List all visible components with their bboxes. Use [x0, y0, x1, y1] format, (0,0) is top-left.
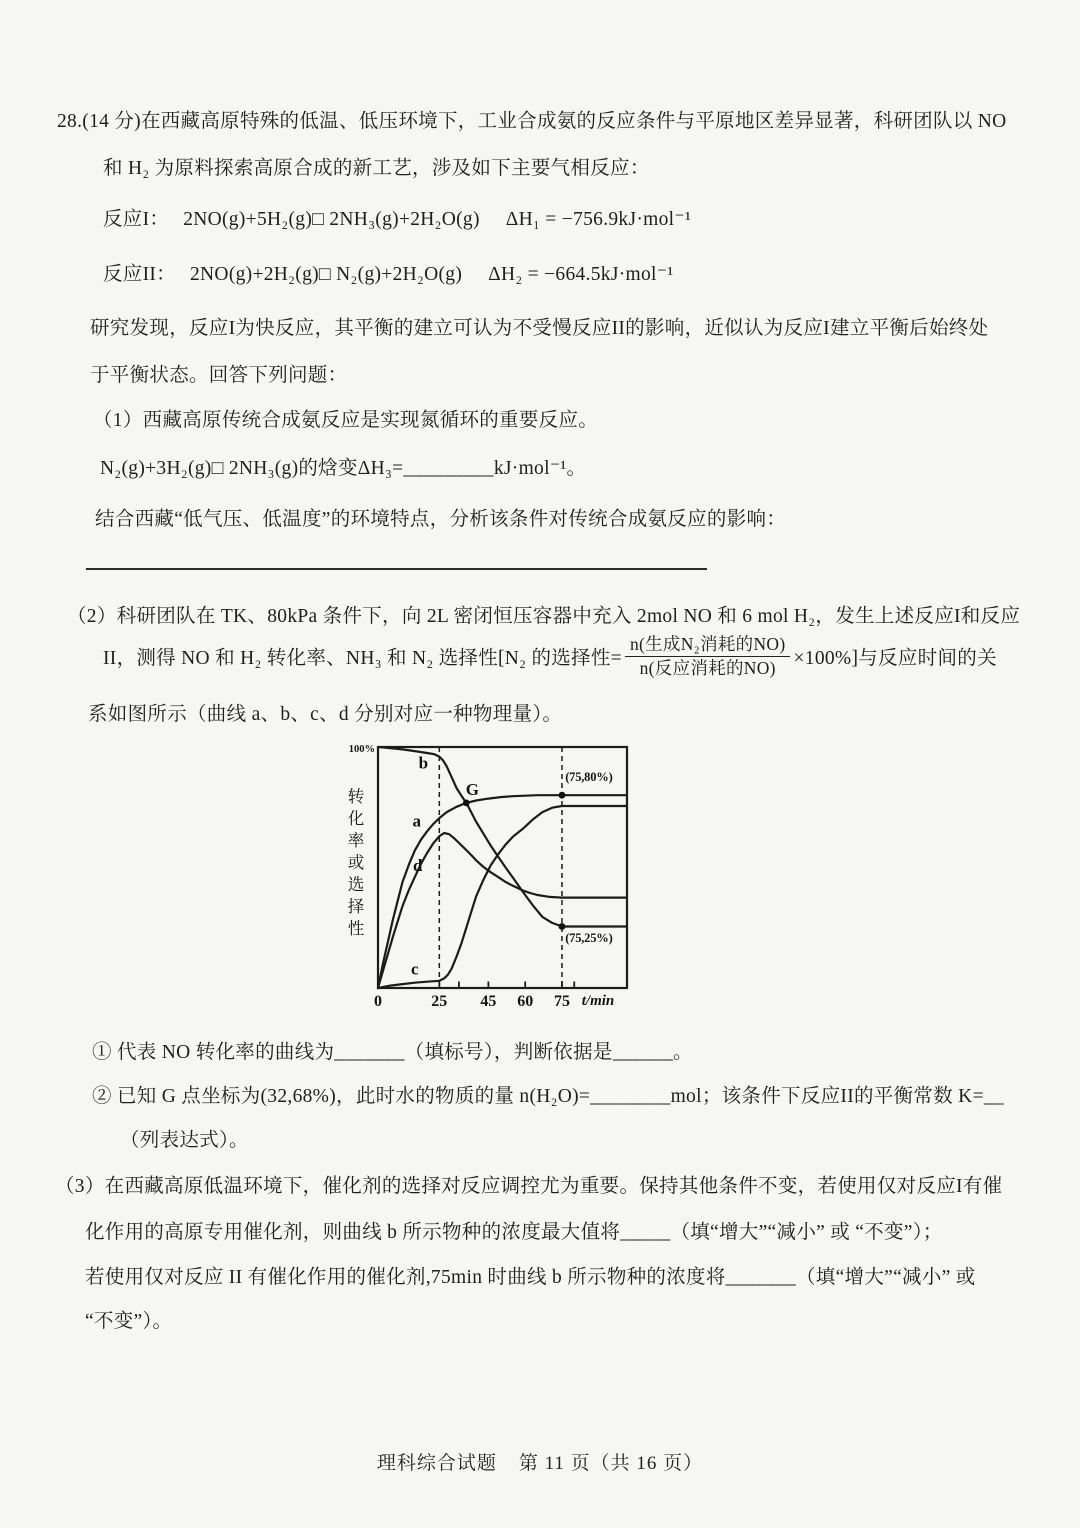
- annotation-0: (75,80%): [565, 770, 613, 785]
- q28-intro-line2: 和 H₂ 为原料探索高原合成的新工艺，涉及如下主要气相反应：: [103, 158, 650, 179]
- annotation-1: (75,25%): [565, 931, 613, 946]
- part2-line2-with-fraction: [103, 622, 997, 690]
- note-line2: 于平衡状态。回答下列问题：: [90, 365, 348, 386]
- footer-page-number: 第 11 页（共 16 页）: [518, 1453, 704, 1474]
- fraction-numerator: n(生成N₂消耗的NO): [629, 633, 786, 654]
- reaction-2-line: [103, 258, 674, 286]
- part2-sub2: ② 已知 G 点坐标为(32,68%)，此时水的物质的量 n(H₂O)=________mol；该条件下反应II的平衡常数 K=__: [92, 1086, 1004, 1107]
- note-line1: 研究发现，反应I为快反应，其平衡的建立可认为不受慢反应II的影响，近似认为反应I建立平衡后始终处: [90, 318, 989, 339]
- selectivity-fraction: [625, 634, 791, 678]
- part1-equation-blank: N₂(g)+3H₂(g)□ 2NH₃(g)的焓变ΔH₃=_________kJ·mol⁻¹。: [100, 458, 587, 479]
- point-75-25-dot: [559, 923, 566, 930]
- curve-label-G: G: [465, 780, 480, 800]
- reaction-2-label: 反应II：: [103, 264, 176, 285]
- part1-line3: 结合西藏“低气压、低温度”的环境特点，分析该条件对传统合成氨反应的影响：: [95, 509, 787, 530]
- x-axis-title: t/min: [581, 993, 615, 1009]
- page-footer: [0, 1448, 1080, 1475]
- curve-label-a: a: [412, 811, 422, 831]
- y-axis-title-char: 择: [347, 897, 365, 916]
- chart-curve-labels: [411, 754, 613, 979]
- y-axis-title-char: 选: [347, 875, 365, 894]
- point-g-dot: [463, 800, 470, 807]
- y-axis-title-char: 转: [347, 787, 365, 806]
- part2-line1: （2）科研团队在 TK、80kPa 条件下，向 2L 密闭恒压容器中充入 2mol NO 和 6 mol H₂，发生上述反应I和反应: [67, 606, 1021, 627]
- reaction-1-label: 反应I：: [103, 209, 170, 230]
- part3-line2: 化作用的高原专用催化剂，则曲线 b 所示物种的浓度最大值将_____（填“增大”“减小” 或 “不变”）；: [85, 1222, 943, 1243]
- part2-line3: 系如图所示（曲线 a、b、c、d 分别对应一种物理量）。: [88, 704, 563, 725]
- y-axis-title-char: 或: [347, 853, 365, 872]
- curve-label-b: b: [418, 753, 429, 773]
- reaction-2-equation: 2NO(g)+2H₂(g)□ N₂(g)+2H₂O(g): [190, 264, 463, 285]
- y-axis-title-char: 性: [347, 919, 365, 938]
- y-axis-title-char: 率: [347, 831, 365, 850]
- part2-line2-post: ×100%]与反应时间的关: [793, 648, 997, 669]
- part2-sub2-cont: （列表达式）。: [120, 1130, 249, 1151]
- intro-text-1: 在西藏高原特殊的低温、低压环境下，工业合成氨的反应条件与平原地区差异显著，科研团队以 NO: [140, 111, 1007, 132]
- reaction-1-enthalpy: ΔH₁ = −756.9kJ·mol⁻¹: [505, 209, 692, 230]
- fraction-denominator: n(反应消耗的NO): [625, 656, 791, 679]
- part3-line3: 若使用仅对反应 II 有催化作用的催化剂,75min 时曲线 b 所示物种的浓度将_______（填“增大”“减小” 或: [85, 1267, 976, 1288]
- footer-title: 理科综合试题: [376, 1453, 497, 1474]
- reaction-2-enthalpy: ΔH₂ = −664.5kJ·mol⁻¹: [488, 264, 674, 285]
- x-tick-label-25: 25: [431, 993, 448, 1010]
- y-axis-title-char: 化: [347, 809, 365, 828]
- x-tick-label-75: 75: [554, 993, 570, 1010]
- part2-line2-pre: II，测得 NO 和 H₂ 转化率、NH₃ 和 N₂ 选择性[N₂ 的选择性=: [103, 648, 622, 669]
- q28-intro-line1: [57, 105, 1007, 133]
- x-tick-label-60: 60: [517, 993, 534, 1010]
- question-number: 28.: [57, 111, 83, 132]
- reaction-1-line: [103, 203, 691, 231]
- part1-line1: （1）西藏高原传统合成氨反应是实现氮循环的重要反应。: [93, 410, 599, 431]
- part2-sub1: ① 代表 NO 转化率的曲线为_______（填标号），判断依据是______。: [92, 1042, 693, 1063]
- point-75-80-dot: [559, 792, 566, 799]
- reaction-1-equation: 2NO(g)+5H₂(g)□ 2NH₃(g)+2H₂O(g): [183, 209, 480, 230]
- question-points: (14 分): [82, 111, 141, 132]
- answer-blank-line: [86, 540, 707, 570]
- x-tick-label-45: 45: [480, 993, 497, 1010]
- curve-label-c: c: [411, 959, 419, 979]
- x-tick-label-0: 0: [374, 993, 382, 1010]
- part3-line1: （3）在西藏高原低温环境下，催化剂的选择对反应调控尤为重要。保持其他条件不变，若使用仅对反应I有催: [55, 1176, 1003, 1197]
- y-100-percent-label: 100%: [348, 744, 375, 755]
- conversion-selectivity-chart: [343, 736, 655, 1018]
- part3-line4: “不变”）。: [85, 1311, 173, 1332]
- curve-label-d: d: [412, 856, 423, 876]
